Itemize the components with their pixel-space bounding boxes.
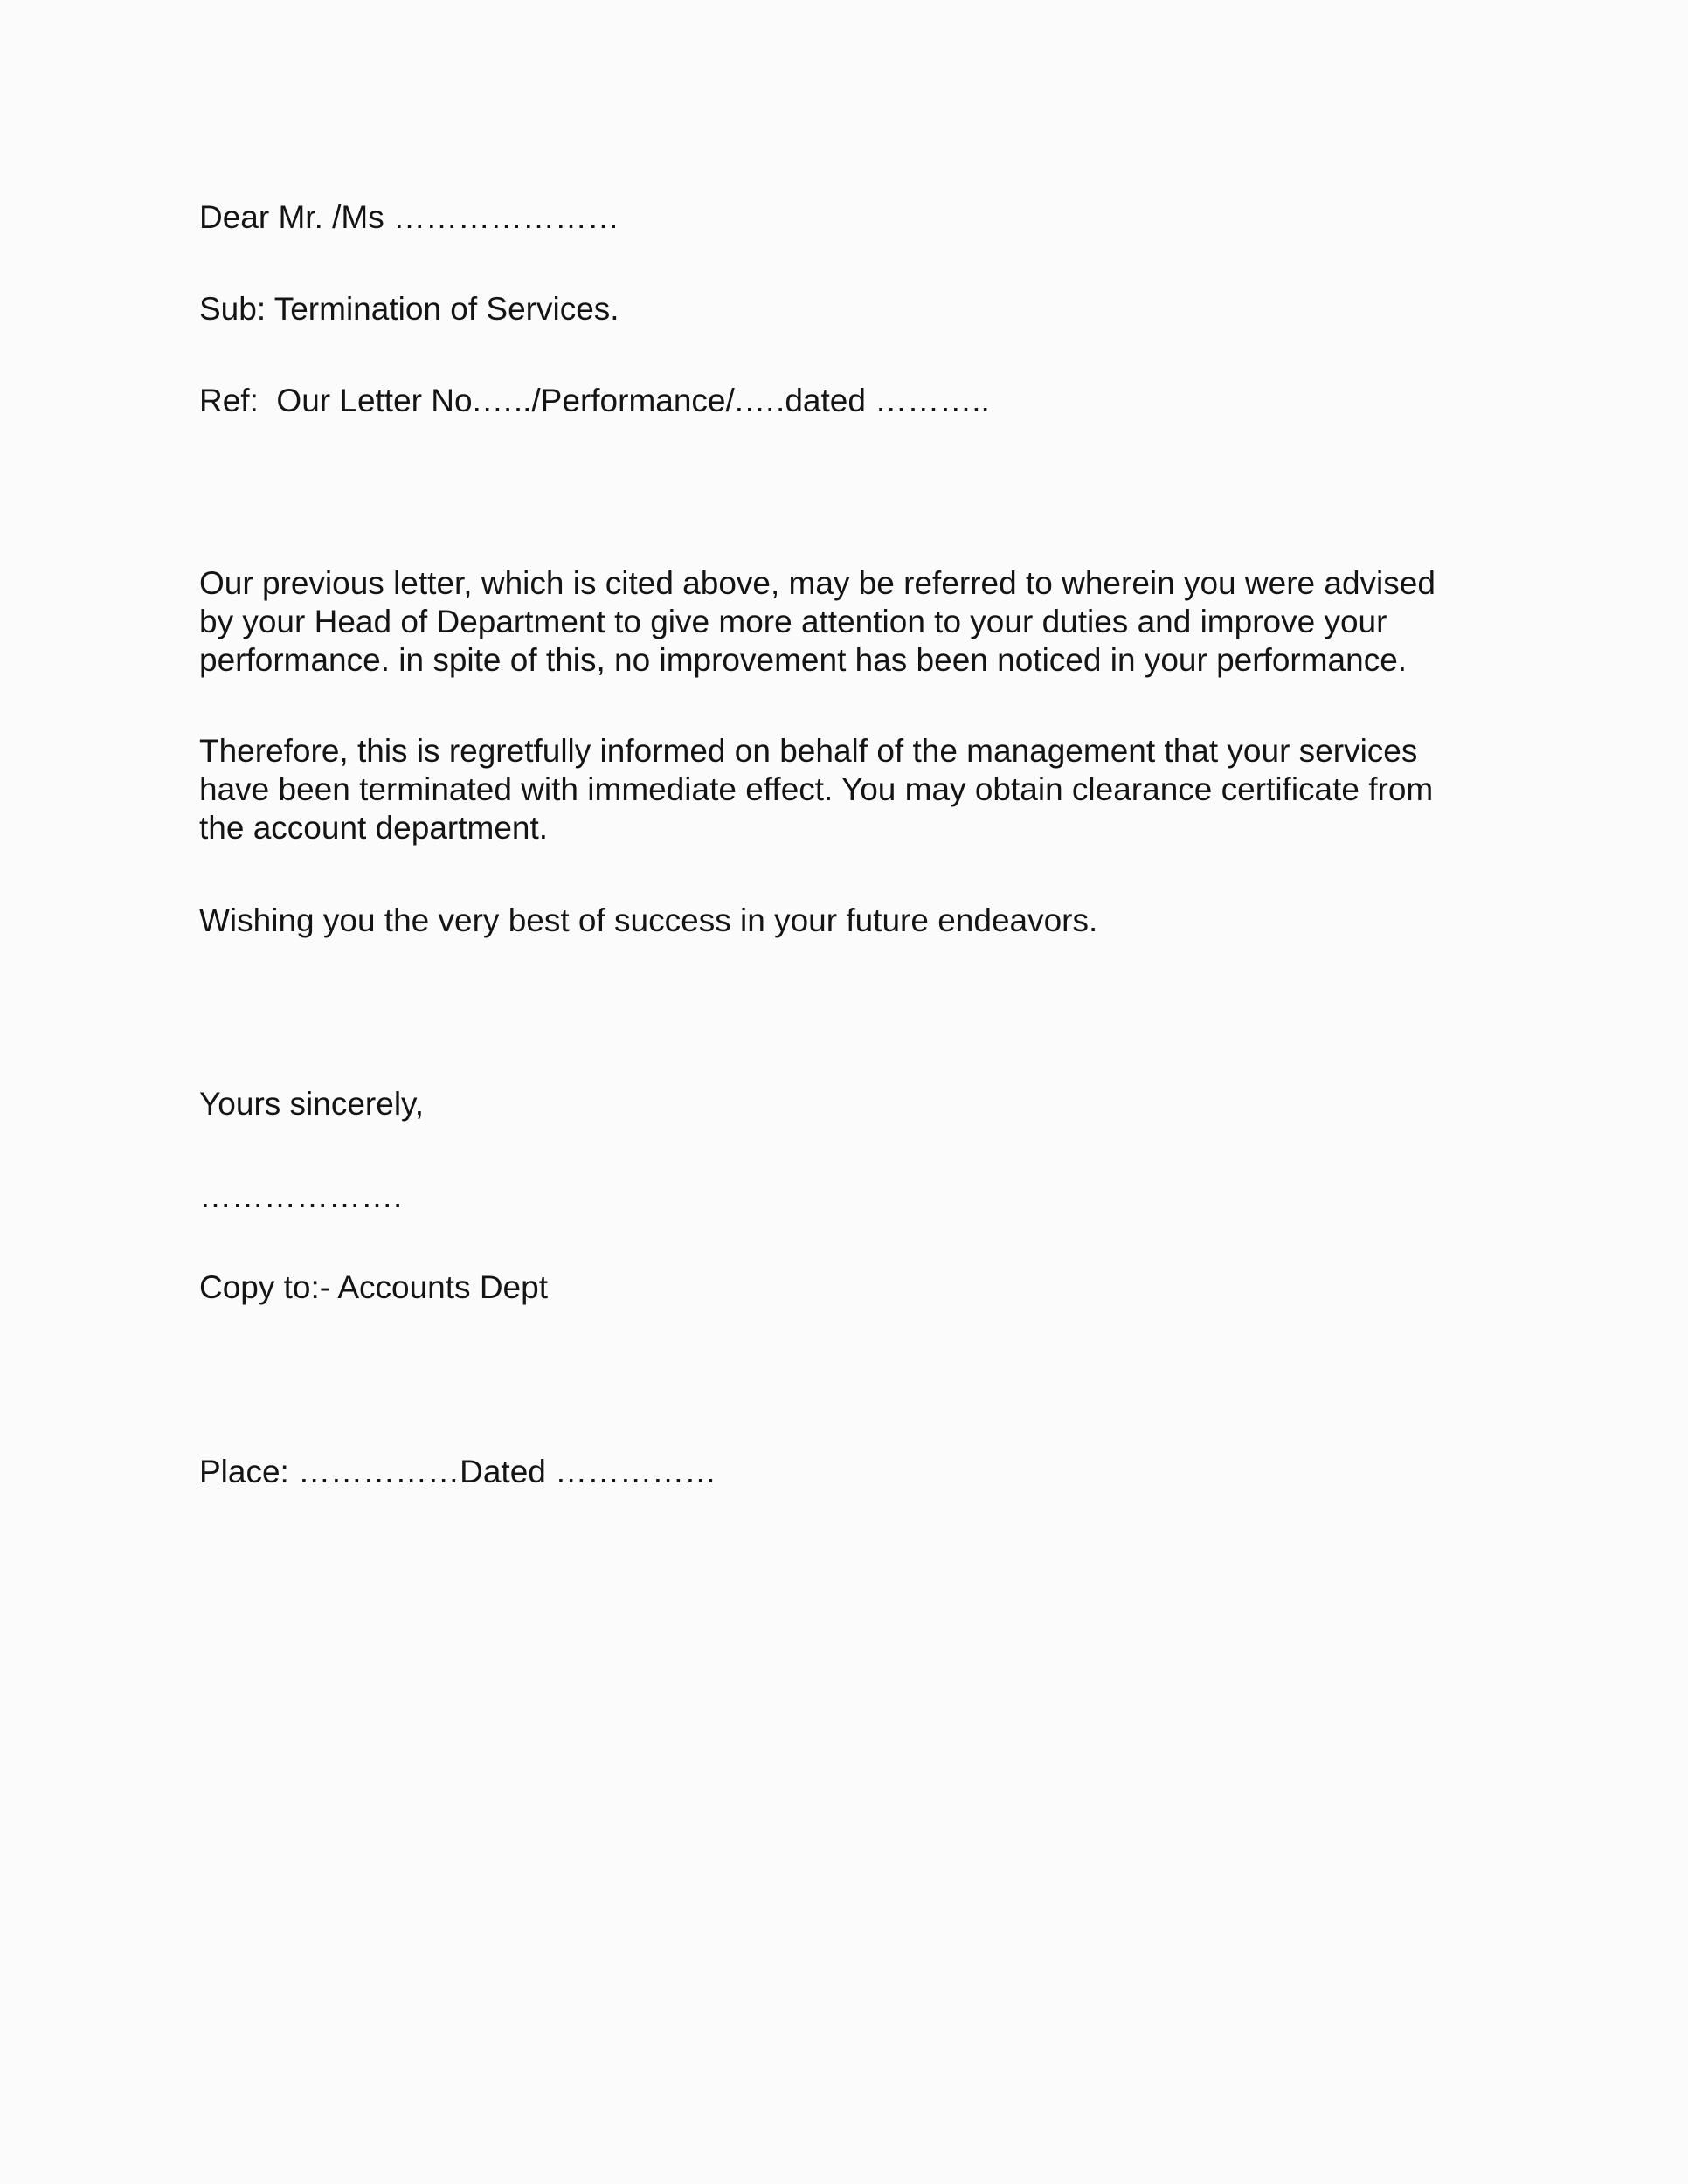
paragraph-line: performance. in spite of this, no improvement has been noticed in your performance. bbox=[199, 642, 1408, 678]
paragraph-previous-letter bbox=[199, 564, 1435, 680]
subject-line: Sub: Termination of Services. bbox=[199, 291, 619, 327]
paragraph-line: Therefore, this is regretfully informed on behalf of the management that your services bbox=[199, 733, 1418, 769]
place-date-line: Place: ……………Dated …………… bbox=[199, 1454, 717, 1489]
closing: Yours sincerely, bbox=[199, 1086, 425, 1122]
salutation: Dear Mr. /Ms ………………… bbox=[199, 199, 620, 235]
signature-placeholder: ………………. bbox=[199, 1178, 403, 1214]
paragraph-best-wishes: Wishing you the very best of success in your future endeavors. bbox=[199, 902, 1098, 938]
paragraph-line: Our previous letter, which is cited above, may be referred to wherein you were advised bbox=[199, 565, 1435, 601]
reference-line: Ref: Our Letter No.…../Performance/.….dated ……….. bbox=[199, 383, 990, 418]
paragraph-line: have been terminated with immediate effect. You may obtain clearance certificate from bbox=[199, 771, 1434, 807]
paragraph-termination-notice bbox=[199, 732, 1433, 847]
copy-to-line: Copy to:- Accounts Dept bbox=[199, 1269, 548, 1305]
paragraph-line: by your Head of Department to give more attention to your duties and improve your bbox=[199, 604, 1387, 639]
paragraph-line: the account department. bbox=[199, 810, 549, 846]
